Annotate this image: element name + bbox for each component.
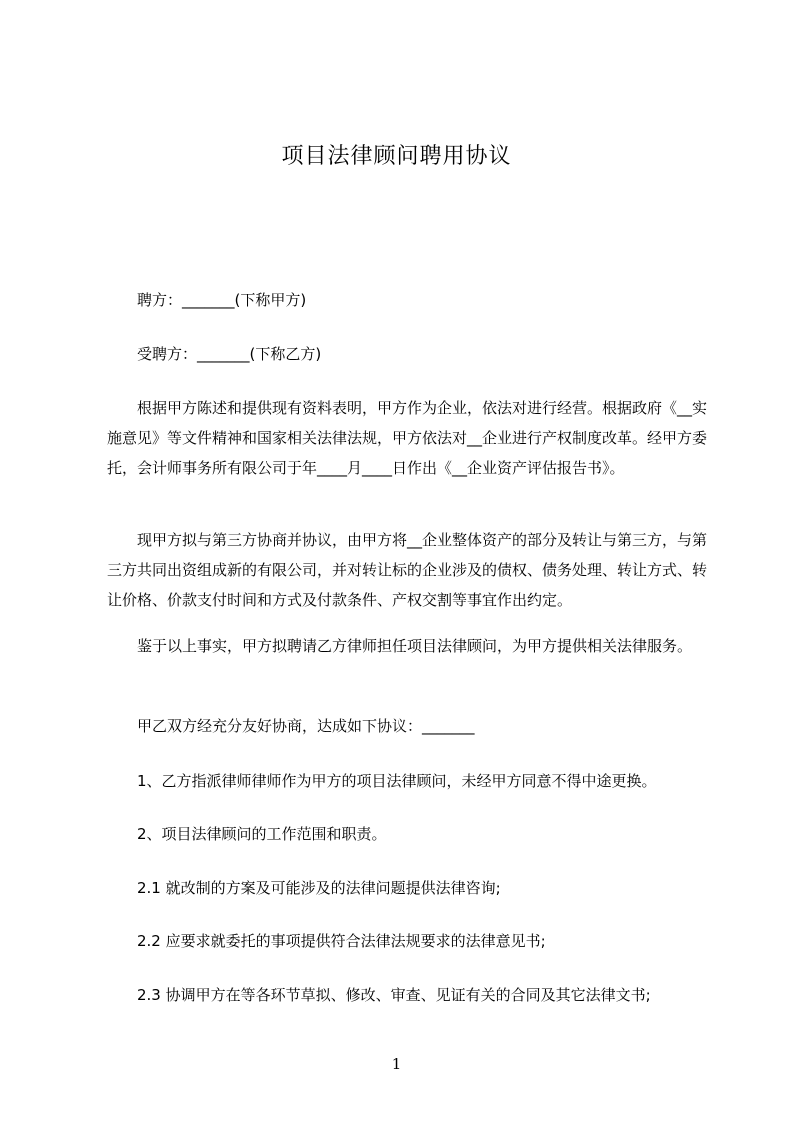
paragraph-employee: 受聘方：_______(下称乙方) — [137, 345, 322, 363]
clause-2-3: 2.3 协调甲方在等各环节草拟、修改、审查、见证有关的合同及其它法律文书; — [137, 986, 651, 1004]
clause-1: 1、乙方指派律师律师作为甲方的项目法律顾问，未经甲方同意不得中途更换。 — [137, 772, 657, 790]
paragraph-transfer: 现甲方拟与第三方协商并协议，由甲方将__企业整体资产的部分及转让与第三方，与第三方共同出资组成新的有限公司，并对转让标的企业涉及的债权、债务处理、转让方式、转让价格、价款支付时间和方式及付款条件、产权交割等事宜作出约定。 — [107, 531, 708, 609]
paragraph-agreement: 甲乙双方经充分友好协商，达成如下协议：_______ — [137, 717, 475, 735]
page-number: 1 — [391, 1055, 402, 1073]
paragraph-employer: 聘方：_______(下称甲方) — [137, 291, 307, 309]
paragraph-engagement: 鉴于以上事实，甲方拟聘请乙方律师担任项目法律顾问，为甲方提供相关法律服务。 — [137, 637, 693, 655]
paragraph-background: 根据甲方陈述和提供现有资料表明，甲方作为企业，依法对进行经营。根据政府《__实施意见》等文件精神和国家相关法律法规，甲方依法对__企业进行产权制度改革。经甲方委托，会计师事务所有限公司于年____月____日作出《__企业资产评估报告书》。 — [107, 399, 708, 477]
document-title: 项目法律顾问聘用协议 — [281, 144, 512, 169]
clause-2-1: 2.1 就改制的方案及可能涉及的法律问题提供法律咨询; — [137, 879, 501, 897]
clause-2: 2、项目法律顾问的工作范围和职责。 — [137, 825, 387, 843]
clause-2-2: 2.2 应要求就委托的事项提供符合法律法规要求的法律意见书; — [137, 932, 546, 950]
